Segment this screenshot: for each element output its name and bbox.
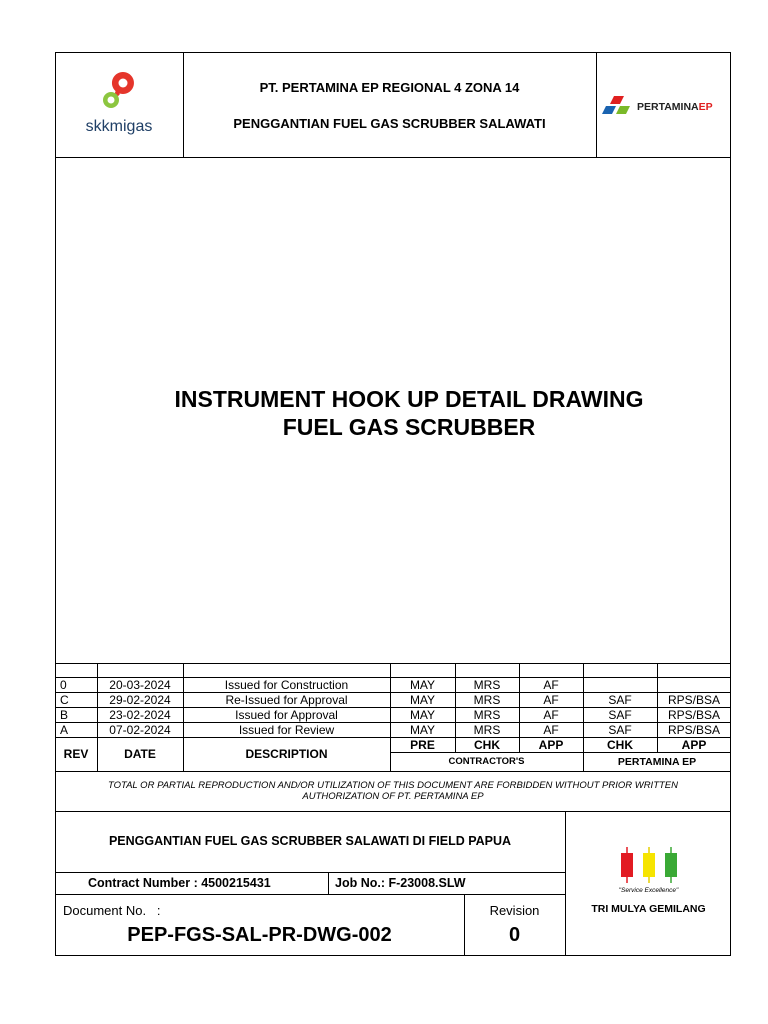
rev-code: 0 xyxy=(60,678,67,692)
header-right-divider xyxy=(596,52,597,157)
rev-signoff-line xyxy=(390,752,731,753)
rev-pre: MAY xyxy=(409,723,436,737)
footer-project-name: PENGGANTIAN FUEL GAS SCRUBBER SALAWATI DI FIELD PAPUA xyxy=(108,834,512,848)
header-divider xyxy=(55,157,731,158)
drawing-title-line2: FUEL GAS SCRUBBER xyxy=(282,414,536,440)
candles-icon xyxy=(616,845,686,885)
rev-code: C xyxy=(60,693,69,707)
rev-pre: MAY xyxy=(409,693,436,707)
disclaimer-divider xyxy=(55,811,731,812)
skkmigas-logo xyxy=(65,68,173,144)
rev-app: AF xyxy=(543,678,559,692)
rev-pre: MAY xyxy=(409,708,436,722)
skkmigas-wordmark: skkmigas xyxy=(85,118,153,135)
rev-owner-chk: SAF xyxy=(608,693,632,707)
rev-pre: MAY xyxy=(409,678,436,692)
contract-number: Contract Number : 4500215431 xyxy=(88,876,271,890)
rev-header-owner: PERTAMINA EP xyxy=(617,756,697,768)
rev-app: AF xyxy=(543,723,559,737)
rev-header-description: DESCRIPTION xyxy=(245,747,328,761)
revision-label: Revision xyxy=(489,903,540,918)
pertamina-icon xyxy=(600,94,636,120)
contractor-logo xyxy=(566,845,731,920)
revision-value: 0 xyxy=(508,924,521,946)
rev-chk: MRS xyxy=(473,723,501,737)
job-number: Job No.: F-23008.SLW xyxy=(335,876,466,890)
contractor-tagline: "Service Excellence" xyxy=(618,887,679,894)
rev-description: Issued for Construction xyxy=(224,678,349,692)
rev-table-top xyxy=(55,663,731,664)
rev-header-owner-chk: CHK xyxy=(607,738,633,752)
rev-header-app: APP xyxy=(538,738,564,752)
rev-owner-app: RPS/BSA xyxy=(667,723,721,737)
rev-date: 07-02-2024 xyxy=(109,723,171,737)
contractor-name: TRI MULYA GEMILANG xyxy=(591,903,706,915)
footer-line xyxy=(55,894,565,895)
rev-date: 29-02-2024 xyxy=(109,693,171,707)
rev-owner-app: RPS/BSA xyxy=(667,708,721,722)
document-number-label: Document No. : xyxy=(63,903,161,918)
rev-header-pre: PRE xyxy=(410,738,435,752)
document-frame xyxy=(55,52,731,956)
rev-code: B xyxy=(60,708,69,722)
rev-app: AF xyxy=(543,693,559,707)
project-name: PENGGANTIAN FUEL GAS SCRUBBER SALAWATI xyxy=(233,116,546,131)
rev-description: Re-Issued for Approval xyxy=(225,693,348,707)
rev-description: Issued for Approval xyxy=(235,708,338,722)
document-number: PEP-FGS-SAL-PR-DWG-002 xyxy=(127,924,392,946)
header-left-divider xyxy=(183,52,184,157)
rev-table-bottom xyxy=(55,771,731,772)
rev-date: 23-02-2024 xyxy=(109,708,171,722)
disclaimer-line1: TOTAL OR PARTIAL REPRODUCTION AND/OR UTILIZATION OF THIS DOCUMENT ARE FORBIDDEN WITHOUT PRIOR WRITTEN xyxy=(107,780,679,791)
rev-header-chk: CHK xyxy=(474,738,500,752)
rev-chk: MRS xyxy=(473,693,501,707)
disclaimer-line2: AUTHORIZATION OF PT. PERTAMINA EP xyxy=(302,791,484,802)
footer-contract-divider xyxy=(328,872,329,894)
rev-owner-chk: SAF xyxy=(608,708,632,722)
rev-description: Issued for Review xyxy=(238,723,335,737)
rev-date: 20-03-2024 xyxy=(109,678,171,692)
rev-owner-app: RPS/BSA xyxy=(667,693,721,707)
rev-header-rev: REV xyxy=(63,747,89,761)
pertamina-wordmark: PERTAMINAEP xyxy=(637,101,713,113)
rev-chk: MRS xyxy=(473,678,501,692)
rev-header-owner-app: APP xyxy=(681,738,707,752)
footer-line xyxy=(55,872,565,873)
rev-chk: MRS xyxy=(473,708,501,722)
rev-owner-chk: SAF xyxy=(608,723,632,737)
pertamina-ep-logo xyxy=(600,92,730,122)
rev-code: A xyxy=(60,723,69,737)
rev-header-date: DATE xyxy=(124,747,156,761)
company-name: PT. PERTAMINA EP REGIONAL 4 ZONA 14 xyxy=(259,80,520,95)
rev-app: AF xyxy=(543,708,559,722)
drawing-title-line1: INSTRUMENT HOOK UP DETAIL DRAWING xyxy=(174,386,644,412)
rev-header-contractor: CONTRACTOR'S xyxy=(448,756,525,767)
